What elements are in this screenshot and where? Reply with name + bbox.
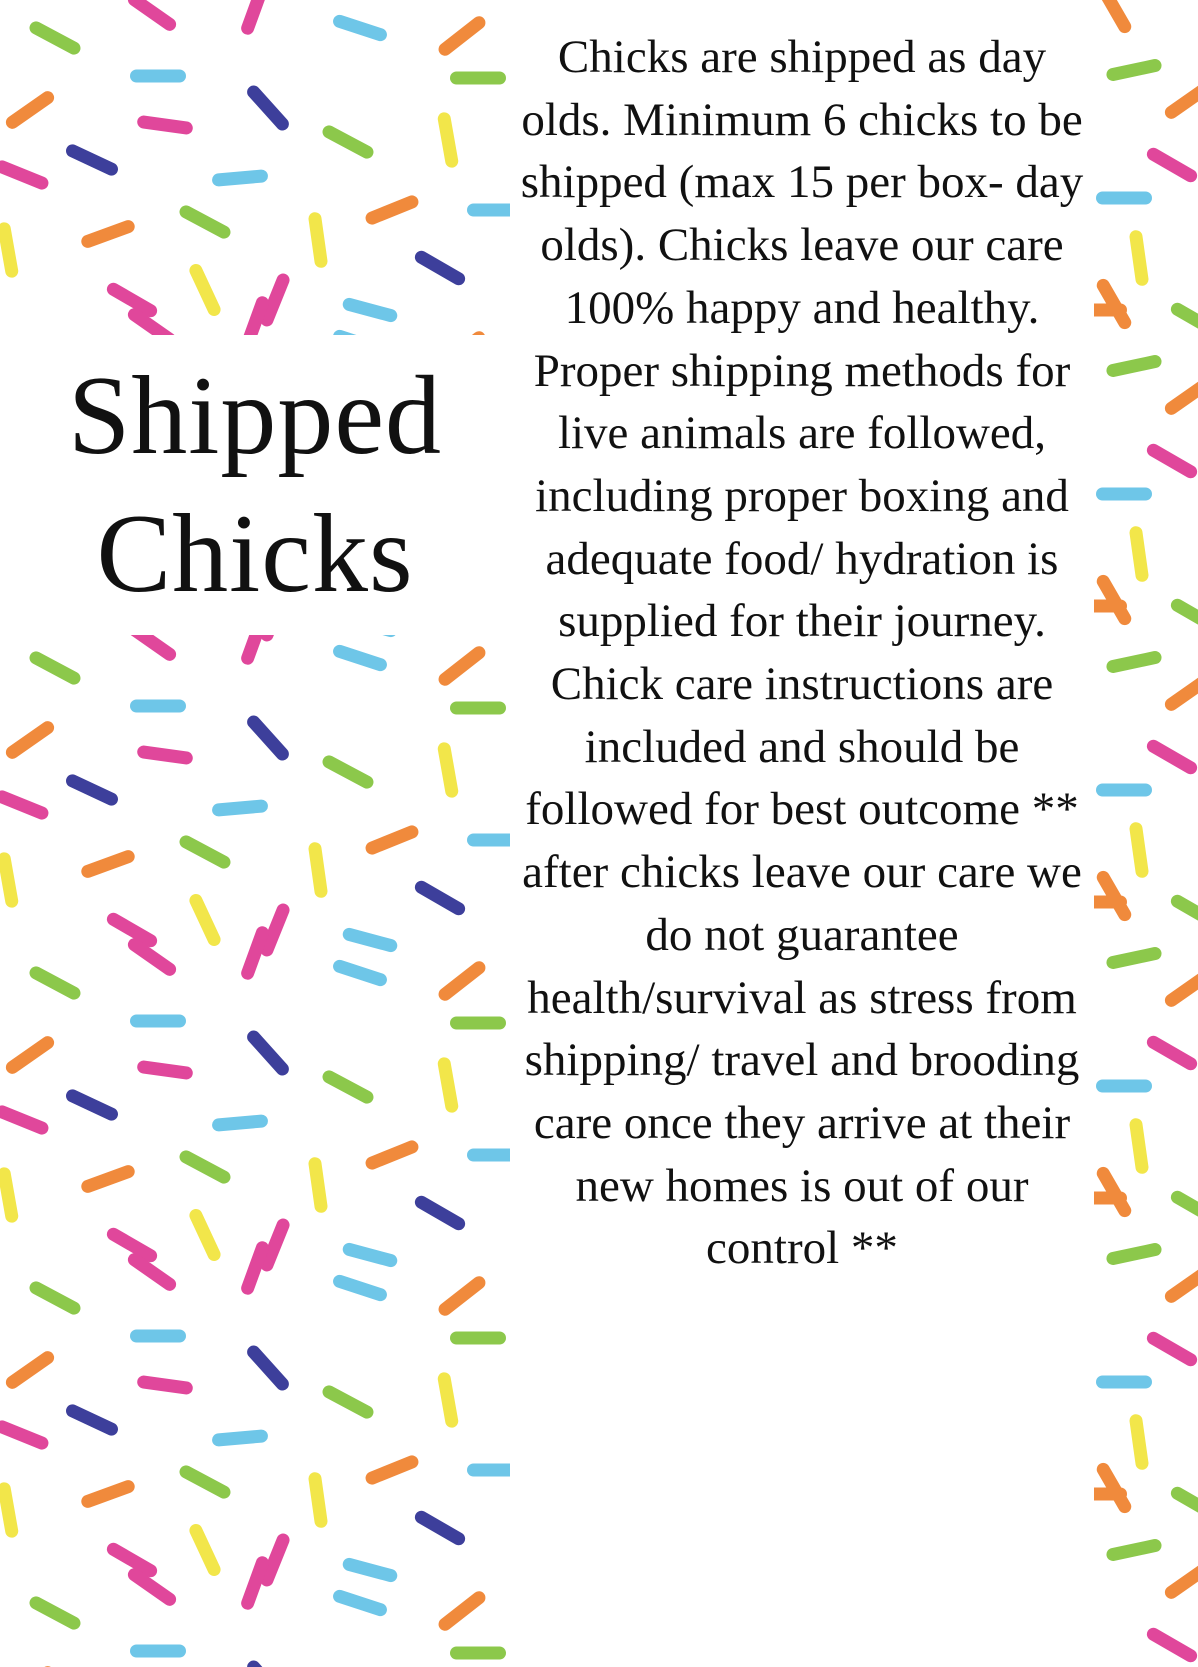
sprinkle-green xyxy=(27,1594,83,1632)
sprinkle-sky xyxy=(341,1241,398,1268)
sprinkle-orange xyxy=(1162,967,1198,1010)
sprinkle-orange xyxy=(3,1349,56,1392)
sprinkle-yellow xyxy=(187,1207,222,1263)
sprinkle-green xyxy=(1105,1242,1162,1266)
sprinkle-yellow xyxy=(437,1371,460,1428)
sprinkle-orange xyxy=(1162,671,1198,714)
sprinkle-yellow xyxy=(437,111,460,168)
sprinkle-pink xyxy=(136,745,193,766)
sprinkle-yellow xyxy=(308,1471,329,1528)
sprinkle-green xyxy=(177,833,233,871)
sprinkle-sky xyxy=(130,1330,186,1343)
sprinkle-sky xyxy=(212,799,269,817)
sprinkle-sky xyxy=(1096,192,1152,205)
sprinkle-yellow xyxy=(437,1056,460,1113)
sprinkle-green xyxy=(27,1279,83,1317)
sprinkle-green xyxy=(27,964,83,1002)
sprinkle-yellow xyxy=(187,1522,222,1578)
sprinkle-sky xyxy=(331,1588,388,1618)
title-band xyxy=(0,335,510,635)
sprinkle-pink xyxy=(1145,145,1198,184)
sprinkle-orange xyxy=(436,1589,488,1634)
sprinkle-pink xyxy=(136,1375,193,1396)
sprinkle-sky xyxy=(467,834,510,847)
sprinkle-orange xyxy=(364,823,421,856)
sprinkle-yellow xyxy=(308,1156,329,1213)
sprinkle-navy xyxy=(244,713,291,763)
sprinkle-yellow xyxy=(1129,525,1150,582)
sprinkle-green xyxy=(1105,1538,1162,1562)
sprinkle-green xyxy=(1169,1484,1198,1523)
sprinkle-pink xyxy=(136,1060,193,1081)
sprinkle-yellow xyxy=(1129,229,1150,286)
sprinkle-sky xyxy=(467,204,510,217)
sprinkle-green xyxy=(1105,58,1162,82)
sprinkle-green xyxy=(450,1332,506,1345)
sprinkle-orange xyxy=(79,848,136,879)
description-panel xyxy=(510,0,1094,1667)
sprinkle-pink xyxy=(1145,1625,1198,1664)
sprinkle-green xyxy=(320,1068,376,1106)
sprinkle-green xyxy=(177,1463,233,1501)
sprinkle-green xyxy=(1169,596,1198,635)
sprinkle-yellow xyxy=(1129,821,1150,878)
sprinkle-navy xyxy=(64,1087,120,1122)
sprinkle-pink xyxy=(136,115,193,136)
sprinkle-orange xyxy=(79,218,136,249)
sprinkle-sky xyxy=(1096,784,1152,797)
sprinkle-pink xyxy=(239,0,270,37)
sprinkle-yellow xyxy=(0,851,19,908)
right-sprinkle-pattern xyxy=(1094,0,1198,1667)
sprinkle-green xyxy=(1169,892,1198,931)
sprinkle-green xyxy=(450,1647,506,1660)
sprinkle-sky xyxy=(1096,1376,1152,1389)
title-line-2: Chicks xyxy=(96,492,414,616)
sprinkle-orange xyxy=(1094,0,1133,35)
sprinkle-orange xyxy=(436,14,488,59)
sprinkle-sky xyxy=(1096,488,1152,501)
sprinkle-sky xyxy=(130,1015,186,1028)
sprinkle-navy xyxy=(244,1343,291,1393)
sprinkle-green xyxy=(450,1017,506,1030)
sprinkle-orange xyxy=(436,959,488,1004)
sprinkle-orange xyxy=(364,1453,421,1486)
sprinkle-yellow xyxy=(187,262,222,318)
sprinkle-orange xyxy=(3,1034,56,1077)
sprinkle-orange xyxy=(1162,1263,1198,1306)
sprinkle-sky xyxy=(331,1273,388,1303)
sprinkle-sky xyxy=(212,1114,269,1132)
sprinkle-green xyxy=(1169,1188,1198,1227)
sprinkle-sky xyxy=(212,169,269,187)
sprinkle-green xyxy=(450,72,506,85)
sprinkle-sky xyxy=(212,1429,269,1447)
sprinkle-navy xyxy=(413,248,468,287)
sprinkle-sky xyxy=(1096,1080,1152,1093)
sprinkle-green xyxy=(1105,354,1162,378)
sprinkle-green xyxy=(450,702,506,715)
sprinkle-yellow xyxy=(1129,1117,1150,1174)
sprinkle-orange xyxy=(3,719,56,762)
sprinkle-green xyxy=(27,19,83,57)
sprinkle-green xyxy=(320,753,376,791)
sprinkle-yellow xyxy=(308,841,329,898)
sprinkle-sky xyxy=(341,926,398,953)
sprinkle-navy xyxy=(244,83,291,133)
sprinkle-yellow xyxy=(0,221,19,278)
sprinkle-sky xyxy=(130,70,186,83)
title-line-1: Shipped xyxy=(67,354,443,478)
sprinkle-navy xyxy=(64,772,120,807)
sprinkle-navy xyxy=(413,878,468,917)
sprinkle-orange xyxy=(79,1163,136,1194)
left-sprinkle-panel xyxy=(0,0,510,1667)
sprinkle-sky xyxy=(331,643,388,673)
sprinkle-green xyxy=(27,649,83,687)
sprinkle-pink xyxy=(0,1418,50,1451)
sprinkle-orange xyxy=(1162,79,1198,122)
sprinkle-navy xyxy=(244,1028,291,1078)
left-sprinkle-pattern xyxy=(0,0,510,1667)
sprinkle-sky xyxy=(467,1149,510,1162)
sprinkle-navy xyxy=(413,1508,468,1547)
sprinkle-pink xyxy=(0,158,50,191)
sprinkle-sky xyxy=(331,958,388,988)
sprinkle-sky xyxy=(130,700,186,713)
sprinkle-navy xyxy=(244,1658,291,1667)
sprinkle-orange xyxy=(1162,1559,1198,1602)
sprinkle-yellow xyxy=(1129,1413,1150,1470)
sprinkle-orange xyxy=(1162,375,1198,418)
sprinkle-green xyxy=(1105,946,1162,970)
sprinkle-sky xyxy=(331,13,388,43)
sprinkle-green xyxy=(1169,300,1198,339)
sprinkle-yellow xyxy=(0,1166,19,1223)
sprinkle-sky xyxy=(341,296,398,323)
sprinkle-green xyxy=(177,203,233,241)
sprinkle-pink xyxy=(1145,737,1198,776)
sprinkle-orange xyxy=(79,1478,136,1509)
sprinkle-pink xyxy=(0,1103,50,1136)
sprinkle-pink xyxy=(0,788,50,821)
sprinkle-sky xyxy=(467,1464,510,1477)
sprinkle-orange xyxy=(3,1664,56,1667)
sprinkle-navy xyxy=(413,1193,468,1232)
sprinkle-navy xyxy=(64,142,120,177)
description-text: Chicks are shipped as day olds. Minimum 6 chicks to be shipped (max 15 per box- day olds). Chicks leave our care 100% happy and healthy. Proper shipping methods for live animals are followed, including proper boxing and adequate food/ hydration is supplied for their journey. Chick care instructions are included and should be followed for best outcome ** after chicks leave our care we do not guarantee health/survival as stress from shipping/ travel and brooding care once they arrive at their new homes is out of our control ** xyxy=(520,31,1084,1275)
sprinkle-navy xyxy=(64,1402,120,1437)
sprinkle-yellow xyxy=(308,211,329,268)
sprinkle-yellow xyxy=(187,892,222,948)
sprinkle-yellow xyxy=(437,741,460,798)
sprinkle-green xyxy=(1105,650,1162,674)
sprinkle-sky xyxy=(341,1556,398,1583)
right-sprinkle-strip xyxy=(1094,0,1198,1667)
sprinkle-pink xyxy=(1145,1329,1198,1368)
sprinkle-orange xyxy=(364,1138,421,1171)
sprinkle-orange xyxy=(436,644,488,689)
sprinkle-pink xyxy=(1145,441,1198,480)
sprinkle-yellow xyxy=(0,1481,19,1538)
sprinkle-orange xyxy=(3,89,56,132)
sprinkle-green xyxy=(320,123,376,161)
sprinkle-sky xyxy=(130,1645,186,1658)
sprinkle-orange xyxy=(364,193,421,226)
sprinkle-green xyxy=(177,1148,233,1186)
sprinkle-orange xyxy=(436,1274,488,1319)
sprinkle-pink xyxy=(125,0,178,33)
sprinkle-green xyxy=(320,1383,376,1421)
sprinkle-pink xyxy=(1145,1033,1198,1072)
